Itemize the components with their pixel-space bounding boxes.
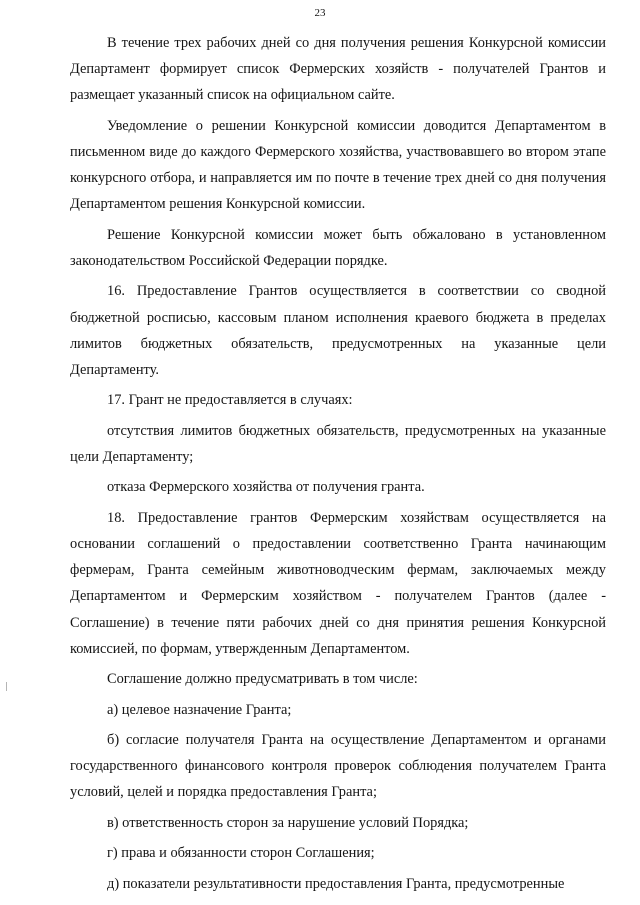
paragraph-agreement-v: в) ответственность сторон за нарушение условий Порядка;	[107, 814, 469, 831]
paragraph-notification: Уведомление о решении Конкурсной комиссии доводится Департаментом в письменном виде до каждого Фермерского хозяйства, участвовавшего во втором этапе конкурсного отбора, и направляется им по почте в течение трех дней со дня получения Департаментом решения Конкурсной комиссии.	[70, 117, 606, 213]
paragraph-list-publication: В течение трех рабочих дней со дня получения решения Конкурсной комиссии Департамент формирует список Фермерских хозяйств - получателей Грантов и размещает указанный список на официальном сайте.	[70, 35, 606, 104]
paragraph-item-17-case-1: отсутствия лимитов бюджетных обязательств, предусмотренных на указанные цели Департаменту;	[70, 422, 606, 465]
paragraph-item-17-case-2: отказа Фермерского хозяйства от получения гранта.	[107, 479, 425, 496]
margin-mark	[6, 682, 7, 691]
page-number: 23	[314, 7, 326, 19]
paragraph-agreement-d: д) показатели результативности предоставления Гранта, предусмотренные	[107, 875, 565, 892]
paragraph-agreement-g: г) права и обязанности сторон Соглашения;	[107, 845, 375, 862]
paragraph-agreement-b: б) согласие получателя Гранта на осуществление Департаментом и органами государственного финансового контроля проверок соблюдения получателем Гранта условий, целей и порядка предоставления Гранта;	[70, 731, 606, 801]
paragraph-appeal: Решение Конкурсной комиссии может быть обжаловано в установленном законодательством Российской Федерации порядке.	[70, 226, 606, 269]
paragraph-item-17: 17. Грант не предоставляется в случаях:	[107, 392, 353, 409]
paragraph-item-18: 18. Предоставление грантов Фермерским хозяйствам осуществляется на основании соглашений о предоставлении соответственно Гранта начинающим фермерам, Гранта семейным животноводческим фермам, заключаемых между Департаментом и Фермерским хозяйством - получателем Грантов (далее - Соглашение) в течение пяти рабочих дней со дня принятия решения Конкурсной комиссией, по формам, утвержденным Департаментом.	[70, 509, 606, 657]
paragraph-agreement-a: а) целевое назначение Гранта;	[107, 701, 292, 718]
document-body	[70, 30, 606, 901]
paragraph-item-16: 16. Предоставление Грантов осуществляется в соответствии со сводной бюджетной росписью, кассовым планом исполнения краевого бюджета в пределах лимитов бюджетных обязательств, предусмотренных на указанные цели Департаменту.	[70, 283, 606, 378]
paragraph-agreement-intro: Соглашение должно предусматривать в том числе:	[107, 671, 418, 688]
